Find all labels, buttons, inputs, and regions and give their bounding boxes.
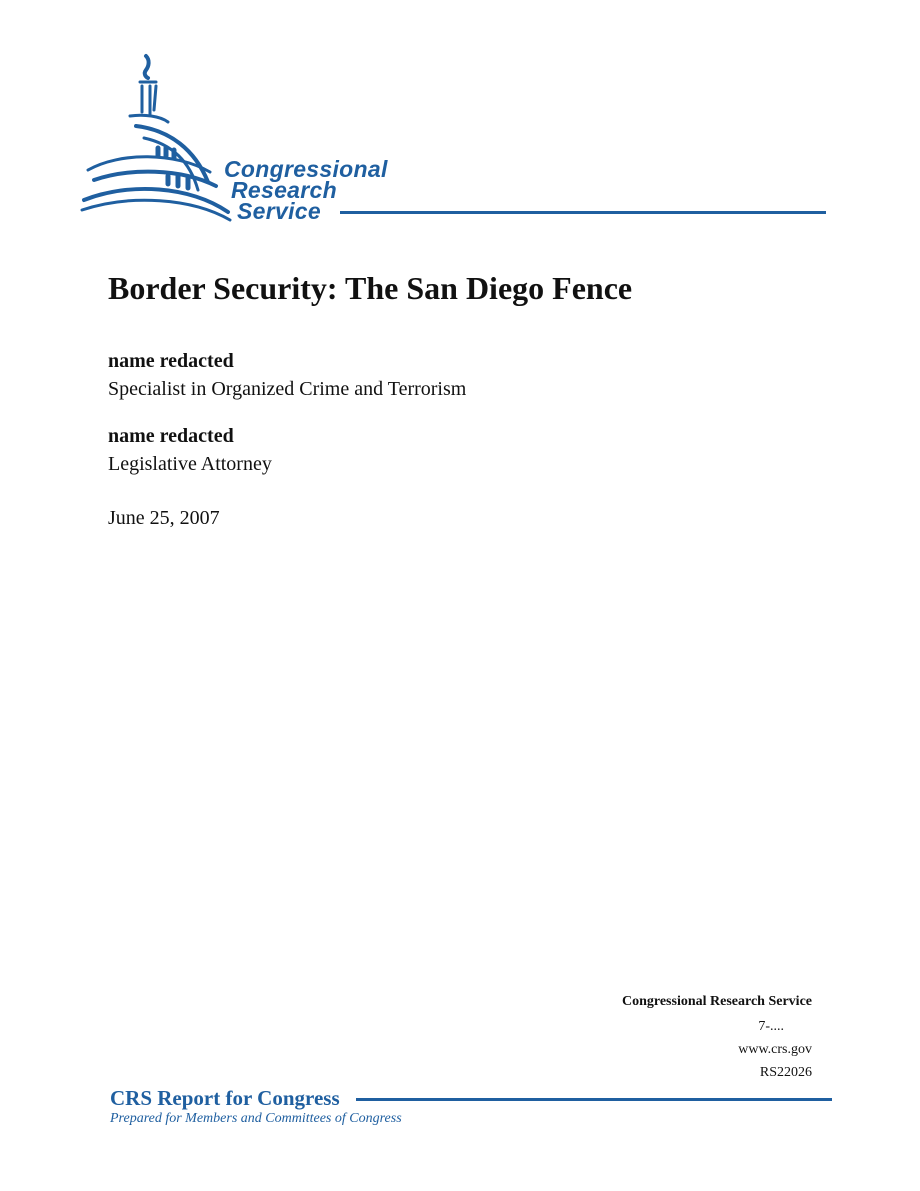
author-role: Specialist in Organized Crime and Terrorism (108, 378, 467, 400)
capitol-dome-icon (80, 52, 240, 227)
report-title: Border Security: The San Diego Fence (108, 270, 633, 306)
logo-text-service: Service (237, 198, 321, 224)
logo-text-research: Research (231, 177, 337, 203)
report-date: June 25, 2007 (108, 507, 220, 529)
author-block (108, 422, 272, 478)
logo-rule (340, 211, 826, 214)
author-name: name redacted (108, 425, 234, 447)
footer-subtitle: Prepared for Members and Committees of Congress (110, 1111, 402, 1126)
report-number: RS22026 (759, 1065, 812, 1080)
author-role: Legislative Attorney (108, 453, 272, 475)
author-name: name redacted (108, 350, 234, 372)
publisher-url: www.crs.gov (738, 1042, 812, 1057)
logo-text-congressional: Congressional (224, 156, 388, 182)
crs-logo (80, 52, 830, 227)
publisher-name: Congressional Research Service (621, 994, 812, 1009)
publisher-block (622, 990, 812, 1084)
author-block (108, 347, 466, 403)
footer-rule (356, 1098, 832, 1101)
publisher-code: 7-.... (758, 1019, 784, 1034)
footer-title: CRS Report for Congress (110, 1086, 340, 1110)
